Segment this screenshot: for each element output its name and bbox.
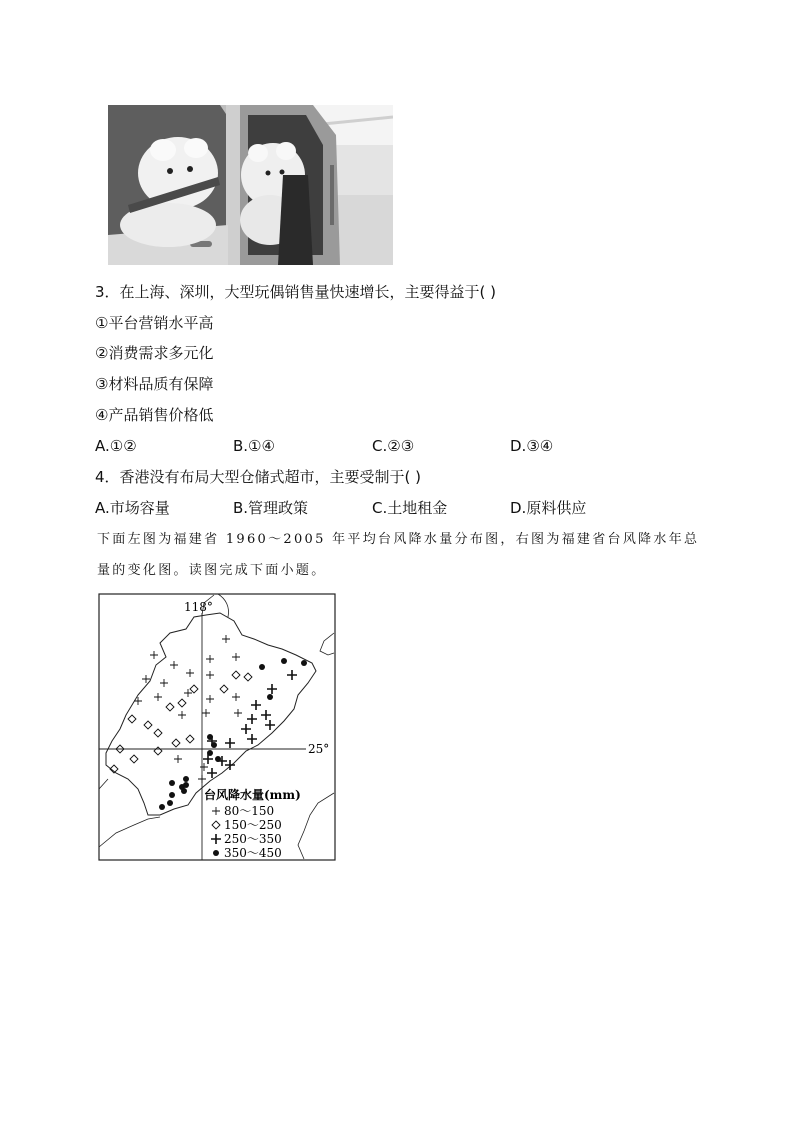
symbol-dot xyxy=(159,804,165,810)
symbol-dot xyxy=(183,776,189,782)
legend-title: 台风降水量(mm) xyxy=(204,788,301,802)
map-intro-line-2: 量的变化图。读图完成下面小题。 xyxy=(97,563,327,578)
meridian-label: 118° xyxy=(184,600,213,614)
q3-option-a[interactable]: A.①② xyxy=(95,437,137,455)
q3-option-b[interactable]: B.①④ xyxy=(233,437,275,455)
q3-option-c[interactable]: C.②③ xyxy=(372,437,415,455)
symbol-dot xyxy=(301,660,307,666)
legend-symbol-dot xyxy=(213,850,219,856)
symbol-dot xyxy=(181,788,187,794)
parallel-label: 25° xyxy=(308,742,330,756)
legend-label-dot: 350～450 xyxy=(224,846,282,860)
statement-1: ①平台营销水平高 xyxy=(95,314,214,332)
q3-option-d[interactable]: D.③④ xyxy=(510,437,554,455)
map-svg xyxy=(98,593,336,861)
symbol-dot xyxy=(281,658,287,664)
map-intro-line-1: 下面左图为福建省 1960～2005 年平均台风降水量分布图，右图为福建省台风降水年总 xyxy=(97,532,700,547)
fujian-typhoon-rainfall-map xyxy=(98,593,336,861)
map-frame xyxy=(99,594,335,860)
question-3-stem: 3．在上海、深圳，大型玩偶销售量快速增长，主要得益于( ) xyxy=(95,283,497,301)
symbol-dot xyxy=(183,782,189,788)
symbol-dot xyxy=(259,664,265,670)
symbol-dot xyxy=(215,756,221,762)
q4-option-d[interactable]: D.原料供应 xyxy=(510,499,587,517)
q4-option-c[interactable]: C.土地租金 xyxy=(372,499,448,517)
legend-label-thin-plus: 80～150 xyxy=(224,804,275,818)
symbol-dot xyxy=(207,750,213,756)
symbol-dot xyxy=(207,734,213,740)
q4-option-a[interactable]: A.市场容量 xyxy=(95,499,170,517)
statement-2: ②消费需求多元化 xyxy=(95,344,214,362)
plush-toy-car-illustration xyxy=(108,105,393,265)
symbol-dot xyxy=(169,780,175,786)
legend-label-bold-plus: 250～350 xyxy=(224,832,282,846)
statement-4: ④产品销售价格低 xyxy=(95,406,214,424)
question-4-stem: 4．香港没有布局大型仓储式超市，主要受制于( ) xyxy=(95,468,422,486)
symbol-dot xyxy=(267,694,273,700)
symbol-dot xyxy=(211,742,217,748)
symbol-dot xyxy=(167,800,173,806)
legend-label-diamond: 150～250 xyxy=(224,818,282,832)
statement-3: ③材料品质有保障 xyxy=(95,375,214,393)
symbol-dot xyxy=(169,792,175,798)
plush-toy-car-photo xyxy=(108,105,393,265)
q4-option-b[interactable]: B.管理政策 xyxy=(233,499,309,517)
